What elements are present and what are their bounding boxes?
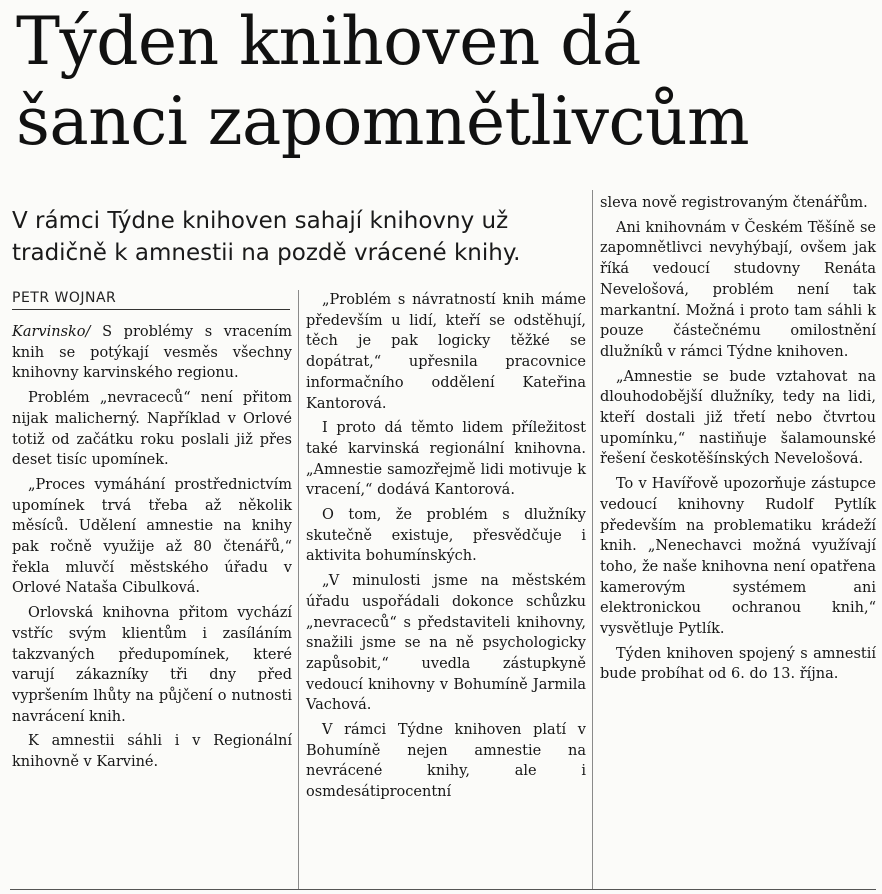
paragraph: Týden knihoven spojený s amnestií bude probíhat od 6. do 13. října.	[600, 645, 876, 683]
dateline: Karvinsko/	[12, 324, 91, 340]
paragraph: V rámci Týdne knihoven platí v Bohumíně nejen amnestie na nevrácené knihy, ale i osmdesátiprocentní	[306, 722, 586, 801]
headline-line-1: Týden knihoven dá	[16, 3, 641, 80]
paragraph: Problém „nevraceců“ není přitom nijak malicherný. Například v Orlové totiž od začátku roku poslali již přes deset tisíc upomínek.	[12, 390, 292, 469]
paragraph: „Problém s návratností knih máme především u lidí, kteří se odstěhují, těch je pak logicky těžké se dopátrat,“ upřesnila pracovnice informačního oddělení Kateřina Kantorová.	[306, 292, 586, 412]
column-2	[306, 290, 586, 807]
paragraph: „V minulosti jsme na městském úřadu uspořádali dokonce schůzku „nevraceců“ s představiteli knihovny, snažili jsme se na ně psychologicky zapůsobit,“ uvedla zástupkyně vedoucí knihovny v Bohumíně Jarmila Vachová.	[306, 573, 586, 714]
paragraph: „Amnestie se bude vztahovat na dlouhodobější dlužníky, tedy na lidi, kteří dostali již třetí nebo čtvrtou upomínku,“ nastiňuje šalamounské řešení českotěšínských Nevelošová.	[600, 368, 876, 468]
paragraph: „Proces vymáhání prostřednictvím upomínek trvá třeba až několik měsíců. Udělení amnestie na knihy pak ročně využije až 80 čtenářů,“ řekla mluvčí městského úřadu v Orlové Nataša Cibulková.	[12, 476, 292, 597]
headline-line-2: šanci zapomnětlivcům	[16, 83, 750, 160]
subhead-line-1: V rámci Týdne knihoven sahají knihovny už	[12, 208, 509, 234]
paragraph: sleva nově registrovaným čtenářům.	[600, 195, 868, 211]
column-divider-1	[298, 290, 299, 890]
column-3	[600, 193, 876, 689]
bottom-rule	[10, 889, 876, 890]
paragraph: Orlovská knihovna přitom vychází vstříc svým klientům i zasíláním takzvaných předupomínek, které varují zákazníky tři dny před vypršením lhůty na půjčení o nutnosti navrácení knih.	[12, 605, 292, 725]
subhead-line-2: tradičně k amnestii na pozdě vrácené knihy.	[12, 240, 521, 266]
paragraph-text: S problémy s vracením knih se potýkají vesměs všechny knihovny karvinského regionu.	[12, 324, 292, 382]
paragraph	[12, 322, 292, 384]
paragraph: O tom, že problém s dlužníky skutečně existuje, přesvědčuje i aktivita bohumínských.	[306, 507, 586, 565]
column-divider-2	[592, 190, 593, 890]
headline	[16, 2, 876, 162]
paragraph: I proto dá těmto lidem příležitost také karvinská regionální knihovna. „Amnestie samozřejmě lidi motivuje k vracení,“ dodává Kantorová.	[306, 420, 586, 499]
paragraph: Ani knihovnám v Českém Těšíně se zapomnětlivci nevyhýbají, ovšem jak říká vedoucí studovny Renáta Nevelošová, problém není tak markantní. Možná i proto tam sáhli k pouze částečnému omilostnění dlužníků v rámci Týdne knihoven.	[600, 219, 876, 360]
paragraph: K amnestii sáhli i v Regionální knihovně v Karviné.	[12, 733, 292, 771]
byline: PETR WOJNAR	[12, 290, 290, 310]
paragraph: To v Havířově upozorňuje zástupce vedoucí knihovny Rudolf Pytlík především na problematiku krádeží knih. „Nenechavci možná využívají toho, že naše knihovna není opatřena kamerovým systémem ani elektronickou ochranou knih,“ vysvětluje Pytlík.	[600, 476, 876, 638]
column-1	[12, 322, 292, 777]
subheadline	[12, 205, 592, 269]
